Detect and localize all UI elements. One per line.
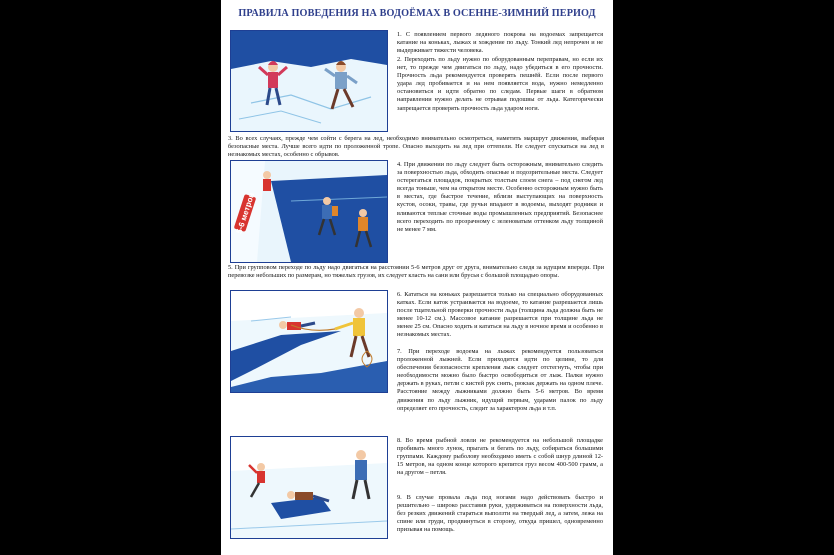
rule-6-text: 6. Кататься на коньках разрешается только на специально оборудованных катках. Если каток устраивается на водоеме, то катание разрешается лишь после тщательной проверки прочности льда (толщина льда должна быть не менее 10-12 см.). Массовое катание разрешается при толщине льда не менее 25 см. Опасно ходить и кататься на льду в ночное время и особенно в незнакомых местах. xyxy=(397,291,603,339)
illustration-falling-through-ice xyxy=(230,436,388,539)
rule-2-text: 2. Переходить по льду нужно по оборудованным переправам, но если их нет, то прежде чем двигаться по льду, надо убедиться в его прочности. Прочность льда рекомендуется проверять пешнёй. Если после первого удара лед пробивается и на нем появляется вода, нужно немедленно остановиться и идти обратно по следам. Первые шаги в обратном направлении нужно делать не отрывая подошвы от льда. Категорически запрещается проверять прочность льда ударом ноги. xyxy=(397,56,603,112)
rule-8-text: 8. Во время рыбной ловли не рекомендуется на небольшой площадке пробивать много лунок, прыгать и бегать по льду, собираться большими группами. Каждому рыболову необходимо иметь с собой шнур длиной 12-15 метров, на одном конце которого крепится груз весом 400-500 грамм, а на другом – петля. xyxy=(397,437,603,477)
poster-page xyxy=(221,0,613,555)
rule-5-text: 5. При групповом переходе по льду надо двигаться на расстоянии 5-6 метров друг от друга, внимательно следя за идущим впереди. При перевозке небольших по размерам, но тяжелых грузов, их следует класть на сани или брусья с большой площадью опоры. xyxy=(228,264,604,280)
rule-7-text: 7. При переходе водоема на лыжах рекомендуется пользоваться проложенной лыжней. Если приходится идти по целине, то для обеспечения безопасности крепления лыж следует отстегнуть, чтобы при необходимости можно было быстро освободиться от лыж. Палки нужно держать в руках, петли с кистей рук снять, рюкзак держать на одном плече. Расстояние между лыжниками должно быть 5-6 метров. Во время движения по льду лыжник, идущий первым, ударами палок по льду определяет его прочность, следит за характером льда и т.п. xyxy=(397,348,603,412)
rule-3-text: 3. Во всех случаях, прежде чем сойти с берега на лед, необходимо внимательно осмотреться, наметить маршрут движения, выбирая безопасные места. Лучше всего идти по проложенной тропе. Опасно выходить на лед при оттепели. Не следует спускаться на лед в незнакомых местах, особенно с обрывов. xyxy=(228,135,604,159)
rule-1-text: 1. С появлением первого ледяного покрова на водоемах запрещается катание на коньках, лыжах и хождение по льду. Тонкий лед непрочен и не выдерживает тяжести человека. xyxy=(397,31,603,55)
rule-4-text: 4. При движении по льду следует быть осторожным, внимательно следить за поверхностью льда, обходить опасные и подозрительные места. Следует остерегаться площадок, покрытых толстым слоем снега – под снегом лед всегда тоньше, чем на открытом месте. Особенно осторожным нужно быть в местах, где быстрое течение, вблизи выступающих на поверхность кустов, осоки, травы, где ручьи впадают в водоемы, выходят родники и вливаются теплые сточные воды промышленных предприятий. Безопаснее всего переходить по прозрачному с зеленоватым оттенком льду толщиной не менее 7 мм. xyxy=(397,161,603,233)
illustration-children-on-ice xyxy=(230,30,388,132)
page-title: ПРАВИЛА ПОВЕДЕНИЯ НА ВОДОЁМАХ В ОСЕННЕ-ЗИМНИЙ ПЕРИОД xyxy=(238,8,596,19)
illustration-group-crossing xyxy=(230,160,388,263)
distance-sign-label: 5-6 метров xyxy=(234,191,257,235)
illustration-rescue-with-rope xyxy=(230,290,388,393)
rule-9-text: 9. В случае провала льда под ногами надо действовать быстро и решительно – широко расставив руки, удерживаться на поверхности льда, без резких движений стараться выползти на твердый лед, а затем, лежа на спине или груди, продвинуться в сторону, откуда пришел, одновременно призывая на помощь. xyxy=(397,494,603,534)
